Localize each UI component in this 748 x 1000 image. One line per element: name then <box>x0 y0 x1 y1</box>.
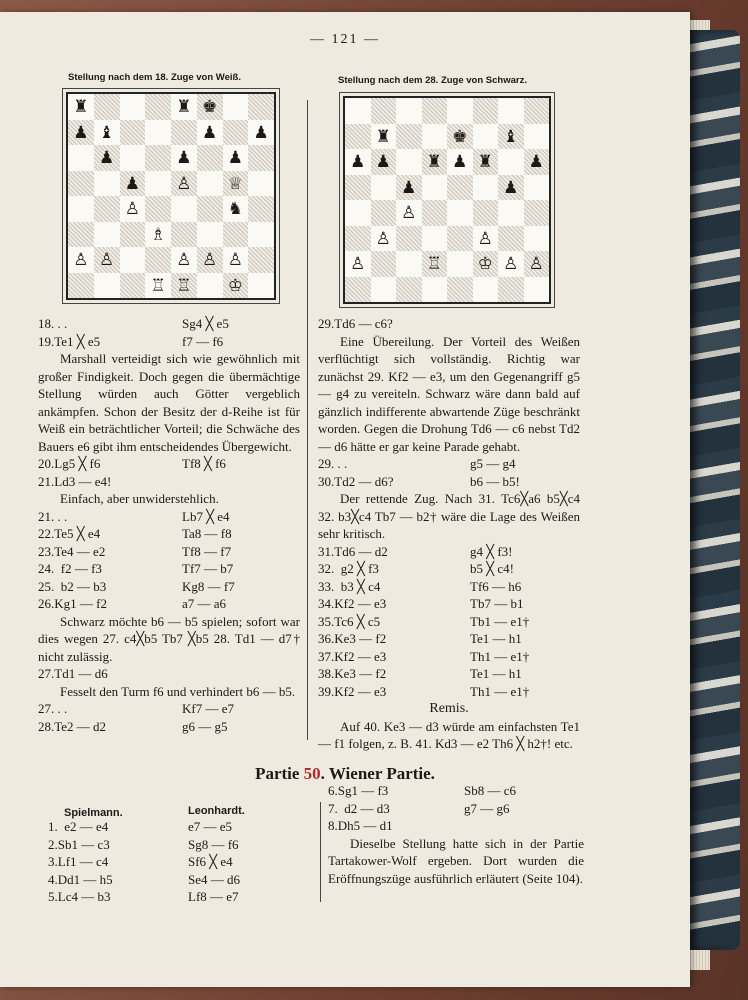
board-square <box>120 247 146 273</box>
white-move: 36.Ke3 — f2 <box>318 631 387 646</box>
board-square: ♞ <box>227 199 243 219</box>
black-move: Tf8 ╳ f6 <box>182 456 226 471</box>
move-line <box>38 665 300 683</box>
move-line <box>38 560 300 578</box>
move-line <box>318 543 580 561</box>
board-square <box>248 145 274 171</box>
board-square: ♟ <box>396 175 422 201</box>
board-square: ♕ <box>223 171 249 197</box>
white-move: 29.Td6 — c6? <box>318 316 393 331</box>
black-move: g6 — g5 <box>182 718 228 734</box>
board-square <box>524 200 550 226</box>
white-move: 22.Te5 ╳ e4 <box>38 526 101 541</box>
board-square: ♖ <box>171 273 197 299</box>
white-move: 21.Ld3 — e4! <box>38 473 112 489</box>
board-square: ♙ <box>503 254 519 274</box>
board-square <box>447 98 473 124</box>
board-square <box>145 196 171 222</box>
board-square: ♙ <box>73 250 89 270</box>
board-square: ♔ <box>223 273 249 299</box>
result: Remis. <box>429 701 469 716</box>
board-square: ♟ <box>68 120 94 146</box>
move-line <box>318 455 580 473</box>
book-page <box>0 12 690 987</box>
board-square <box>68 145 94 171</box>
board-square: ♙ <box>401 203 417 223</box>
white-move: 26.Kg1 — f2 <box>38 596 107 611</box>
board-square <box>248 196 274 222</box>
opening-moves-right <box>328 782 584 887</box>
page-number: — 121 — <box>310 32 380 47</box>
board-square <box>68 196 94 222</box>
white-move: 20.Lg5 ╳ f6 <box>38 456 101 471</box>
board-square <box>120 273 146 299</box>
white-move: 6.Sg1 — f3 <box>328 783 389 798</box>
board-square: ♙ <box>227 250 243 270</box>
board-square: ♟ <box>176 148 192 168</box>
board-square <box>345 124 371 150</box>
board-square <box>447 175 473 201</box>
board-square <box>371 251 397 277</box>
board-square <box>171 196 197 222</box>
move-line <box>318 315 580 333</box>
board-square <box>524 98 550 124</box>
black-move: Kf7 — e7 <box>182 701 234 716</box>
board-square <box>447 251 473 277</box>
move-line <box>38 315 300 333</box>
move-line <box>38 525 300 543</box>
black-move: Tb1 — e1† <box>470 613 530 629</box>
white-move: 21. . . <box>38 508 68 524</box>
board-square: ♚ <box>447 124 473 150</box>
white-move: 18. . . <box>38 316 68 331</box>
board-square: ♙ <box>171 171 197 197</box>
white-move: 27. . . <box>38 701 68 716</box>
board-square <box>422 226 448 252</box>
board-square: ♗ <box>150 224 166 244</box>
black-move: Th1 — e1† <box>470 648 530 664</box>
black-move: Tf7 — b7 <box>182 561 234 576</box>
board-square <box>396 124 422 150</box>
move-line <box>318 595 580 613</box>
board-square: ♚ <box>197 94 223 120</box>
move-line <box>328 800 584 818</box>
black-move: Th1 — e1† <box>470 683 530 699</box>
board-square: ♙ <box>176 250 192 270</box>
commentary: Auf 40. Ke3 — d3 würde am einfachsten Te1 — f1 folgen, z. B. 41. Kd3 — e2 Th6 ╳ h2†! etc. <box>318 718 580 751</box>
board-square: ♙ <box>197 247 223 273</box>
white-move: 7. d2 — d3 <box>328 800 390 816</box>
move-line <box>48 871 288 889</box>
board-square: ♖ <box>150 275 166 295</box>
white-move: 3.Lf1 — c4 <box>48 854 109 869</box>
board-square: ♜ <box>73 97 89 117</box>
white-move: 35.Tc6 ╳ c5 <box>318 613 381 629</box>
white-move: 34.Kf2 — e3 <box>318 596 387 611</box>
board-square <box>371 175 397 201</box>
player-black: Leonhardt. <box>188 805 245 817</box>
board-square <box>197 273 223 299</box>
board-square <box>197 222 223 248</box>
board-square <box>145 171 171 197</box>
board-square <box>345 98 371 124</box>
white-move: 1. e2 — e4 <box>48 819 109 834</box>
black-move: b5 ╳ c4! <box>470 561 514 576</box>
move-line <box>318 665 580 683</box>
player-white: Spielmann. <box>64 807 123 819</box>
board-square <box>396 226 422 252</box>
black-move: Lb7 ╳ e4 <box>182 508 230 524</box>
board-square <box>94 94 120 120</box>
board-square <box>447 226 473 252</box>
board-square: ♟ <box>253 122 269 142</box>
board-square: ♟ <box>202 122 218 142</box>
commentary: Eine Übereilung. Der Vorteil des Weißen verflüchtigt sich vollständig. Richtig war zunächst 29. Kf2 — e3, um den Gegenangriff g5 — g4 zu vereiteln. Schwarz wäre dann bald auf gänzlich indifferente abwartende Züge beschränkt worden. Gegen die Drohung Td6 — c6 nebst Td2 — d6 hätte er gar keine Parade gehabt. <box>318 333 580 454</box>
board-square <box>473 124 499 150</box>
left-column <box>38 315 300 735</box>
white-move: 24. f2 — f3 <box>38 561 102 576</box>
board-square <box>197 196 223 222</box>
move-line <box>318 473 580 491</box>
board-square <box>94 196 120 222</box>
board-square <box>94 222 120 248</box>
board-square <box>524 175 550 201</box>
move-line <box>38 718 300 736</box>
board-square: ♜ <box>422 149 448 175</box>
board-square <box>422 98 448 124</box>
move-line <box>318 613 580 631</box>
black-move: Te1 — h1 <box>470 631 522 646</box>
white-move: 32. g2 ╳ f3 <box>318 561 379 576</box>
move-line <box>318 683 580 701</box>
board-square <box>422 124 448 150</box>
board-square <box>345 226 371 252</box>
black-move: Tb7 — b1 <box>470 596 524 611</box>
board-square <box>498 98 524 124</box>
board-square: ♙ <box>524 251 550 277</box>
board-square <box>396 98 422 124</box>
white-move: 27.Td1 — d6 <box>38 666 108 681</box>
board-square: ♙ <box>350 254 366 274</box>
right-column <box>318 315 580 753</box>
move-line <box>38 700 300 718</box>
board-square <box>498 200 524 226</box>
title-prefix: Partie <box>255 764 304 783</box>
black-move: a7 — a6 <box>182 596 227 611</box>
board-square <box>248 273 274 299</box>
board-square <box>68 222 94 248</box>
board-square <box>498 277 524 303</box>
white-move: 33. b3 ╳ c4 <box>318 578 381 594</box>
commentary: Schwarz möchte b6 — b5 spielen; sofort war dies wegen 27. c4╳b5 Tb7 ╳b5 28. Td1 — d7† nicht zulässig. <box>38 613 300 664</box>
black-move: Kg8 — f7 <box>182 578 235 594</box>
white-move: 37.Kf2 — e3 <box>318 648 387 664</box>
move-line <box>318 648 580 666</box>
board-square <box>345 200 371 226</box>
board-square <box>197 171 223 197</box>
move-line <box>38 508 300 526</box>
board-square: ♙ <box>124 199 140 219</box>
chess-diagram-left <box>66 92 276 300</box>
board-square: ♜ <box>473 149 499 175</box>
move-line <box>48 836 288 854</box>
board-square: ♖ <box>422 251 448 277</box>
board-square <box>94 273 120 299</box>
black-move: e7 — e5 <box>188 819 233 834</box>
black-move: Sf6 ╳ e4 <box>188 854 233 869</box>
board-square: ♜ <box>176 97 192 117</box>
board-square: ♟ <box>498 175 524 201</box>
board-square <box>422 277 448 303</box>
move-line <box>48 818 288 836</box>
board-square <box>473 277 499 303</box>
commentary: Der rettende Zug. Nach 31. Tc6╳a6 b5╳c4 32. b3╳c4 Tb7 — b2† wäre die Lage des Weißen sehr kritisch. <box>318 491 580 541</box>
board-square <box>524 226 550 252</box>
black-move: Sg8 — f6 <box>188 836 239 852</box>
board-square <box>396 149 422 175</box>
board-square <box>120 120 146 146</box>
move-line <box>318 630 580 648</box>
board-square <box>447 200 473 226</box>
chess-diagram-right <box>343 96 551 304</box>
board-square: ♝ <box>498 124 524 150</box>
move-line <box>328 817 584 835</box>
board-square: ♙ <box>94 247 120 273</box>
board-square <box>396 277 422 303</box>
board-square: ♔ <box>473 251 499 277</box>
move-line <box>38 455 300 473</box>
board-square <box>145 94 171 120</box>
white-move: 29. . . <box>318 456 348 471</box>
board-square: ♟ <box>120 171 146 197</box>
board-square <box>248 171 274 197</box>
board-square <box>248 94 274 120</box>
black-move: Se4 — d6 <box>188 871 240 887</box>
move-line <box>48 888 288 906</box>
board-square: ♙ <box>477 228 493 248</box>
white-move: 28.Te2 — d2 <box>38 718 107 734</box>
board-square <box>524 277 550 303</box>
title-suffix: . Wiener Partie. <box>320 764 435 783</box>
black-move: Tf6 — h6 <box>470 578 522 594</box>
board-square <box>447 277 473 303</box>
move-line <box>318 578 580 596</box>
board-square <box>396 251 422 277</box>
column-divider-bottom <box>320 802 321 902</box>
white-move: 5.Lc4 — b3 <box>48 889 111 904</box>
white-move: 19.Te1 ╳ e5 <box>38 333 101 349</box>
board-square <box>223 222 249 248</box>
board-square <box>171 120 197 146</box>
board-square: ♟ <box>452 152 468 172</box>
board-square <box>345 277 371 303</box>
board-square <box>422 200 448 226</box>
board-square <box>171 222 197 248</box>
board-square <box>94 171 120 197</box>
board-square <box>68 171 94 197</box>
white-move: 8.Dh5 — d1 <box>328 818 393 833</box>
board-square <box>223 120 249 146</box>
board-square: ♟ <box>371 149 397 175</box>
board-square <box>345 175 371 201</box>
black-move: Tf8 — f7 <box>182 543 232 559</box>
game-title <box>0 764 690 784</box>
board-square <box>498 226 524 252</box>
board-square <box>120 94 146 120</box>
commentary: Einfach, aber unwiderstehlich. <box>60 491 219 506</box>
board-square: ♟ <box>227 148 243 168</box>
move-line <box>38 595 300 613</box>
move-line <box>38 578 300 596</box>
move-line <box>38 543 300 561</box>
move-line <box>328 782 584 800</box>
board-square <box>524 124 550 150</box>
diagram-caption-right: Stellung nach dem 28. Zuge von Schwarz. <box>338 75 527 86</box>
black-move: f7 — f6 <box>182 333 224 349</box>
white-move: 38.Ke3 — f2 <box>318 666 387 681</box>
black-move: Ta8 — f8 <box>182 526 232 541</box>
black-move: g4 ╳ f3! <box>470 543 513 559</box>
book-cover <box>690 30 740 950</box>
move-line <box>48 853 288 871</box>
diagram-caption-left: Stellung nach dem 18. Zuge von Weiß. <box>68 72 241 83</box>
white-move: 30.Td2 — d6? <box>318 473 394 489</box>
white-move: 23.Te4 — e2 <box>38 543 106 559</box>
board-square <box>68 273 94 299</box>
commentary: Dieselbe Stellung hatte sich in der Partie Tartakower-Wolf ergeben. Dort wurden die Eröffnungszüge ausführlich erläutert (Seite 104). <box>328 835 584 886</box>
board-square <box>197 145 223 171</box>
move-line <box>38 333 300 351</box>
white-move: 25. b2 — b3 <box>38 578 107 594</box>
black-move: Lf8 — e7 <box>188 889 239 904</box>
board-square <box>473 175 499 201</box>
board-square <box>371 98 397 124</box>
board-square <box>145 145 171 171</box>
board-square <box>498 149 524 175</box>
board-square <box>248 247 274 273</box>
board-square <box>145 120 171 146</box>
board-square <box>248 222 274 248</box>
move-line <box>318 560 580 578</box>
black-move: Sb8 — c6 <box>464 783 516 798</box>
board-square <box>145 247 171 273</box>
black-move: g5 — g4 <box>470 456 516 471</box>
white-move: 4.Dd1 — h5 <box>48 871 113 887</box>
board-square <box>422 175 448 201</box>
board-square <box>223 94 249 120</box>
move-line <box>38 473 300 491</box>
commentary: Marshall verteidigt sich wie gewöhnlich mit großer Findigkeit. Doch gegen die übermächtige Stellung würden auch Götter vergeblich ankämpfen. Schon der Besitz der d-Reihe ist für Weiß ein beträchtlicher Vorteil; die Schwäche des Bauers e6 gibt ihm entscheidendes Übergewicht. <box>38 351 300 454</box>
board-square: ♜ <box>375 126 391 146</box>
board-square: ♝ <box>99 122 115 142</box>
board-square <box>371 200 397 226</box>
column-divider <box>307 100 308 740</box>
white-move: 39.Kf2 — e3 <box>318 683 387 699</box>
board-square <box>473 200 499 226</box>
board-square <box>473 98 499 124</box>
opening-moves-left <box>48 818 288 906</box>
white-move: 31.Td6 — d2 <box>318 543 388 559</box>
black-move: g7 — g6 <box>464 800 510 816</box>
commentary: Fesselt den Turm f6 und verhindert b6 — b5. <box>60 683 296 699</box>
black-move: Sg4 ╳ e5 <box>182 316 229 331</box>
board-square: ♙ <box>375 228 391 248</box>
board-square <box>120 222 146 248</box>
board-square: ♟ <box>524 149 550 175</box>
black-move: b6 — b5! <box>470 473 520 489</box>
board-square <box>120 145 146 171</box>
black-move: Te1 — h1 <box>470 666 522 681</box>
white-move: 2.Sb1 — c3 <box>48 836 110 852</box>
board-square: ♟ <box>350 152 366 172</box>
title-number: 50 <box>303 764 321 783</box>
board-square <box>371 277 397 303</box>
board-square: ♟ <box>94 145 120 171</box>
